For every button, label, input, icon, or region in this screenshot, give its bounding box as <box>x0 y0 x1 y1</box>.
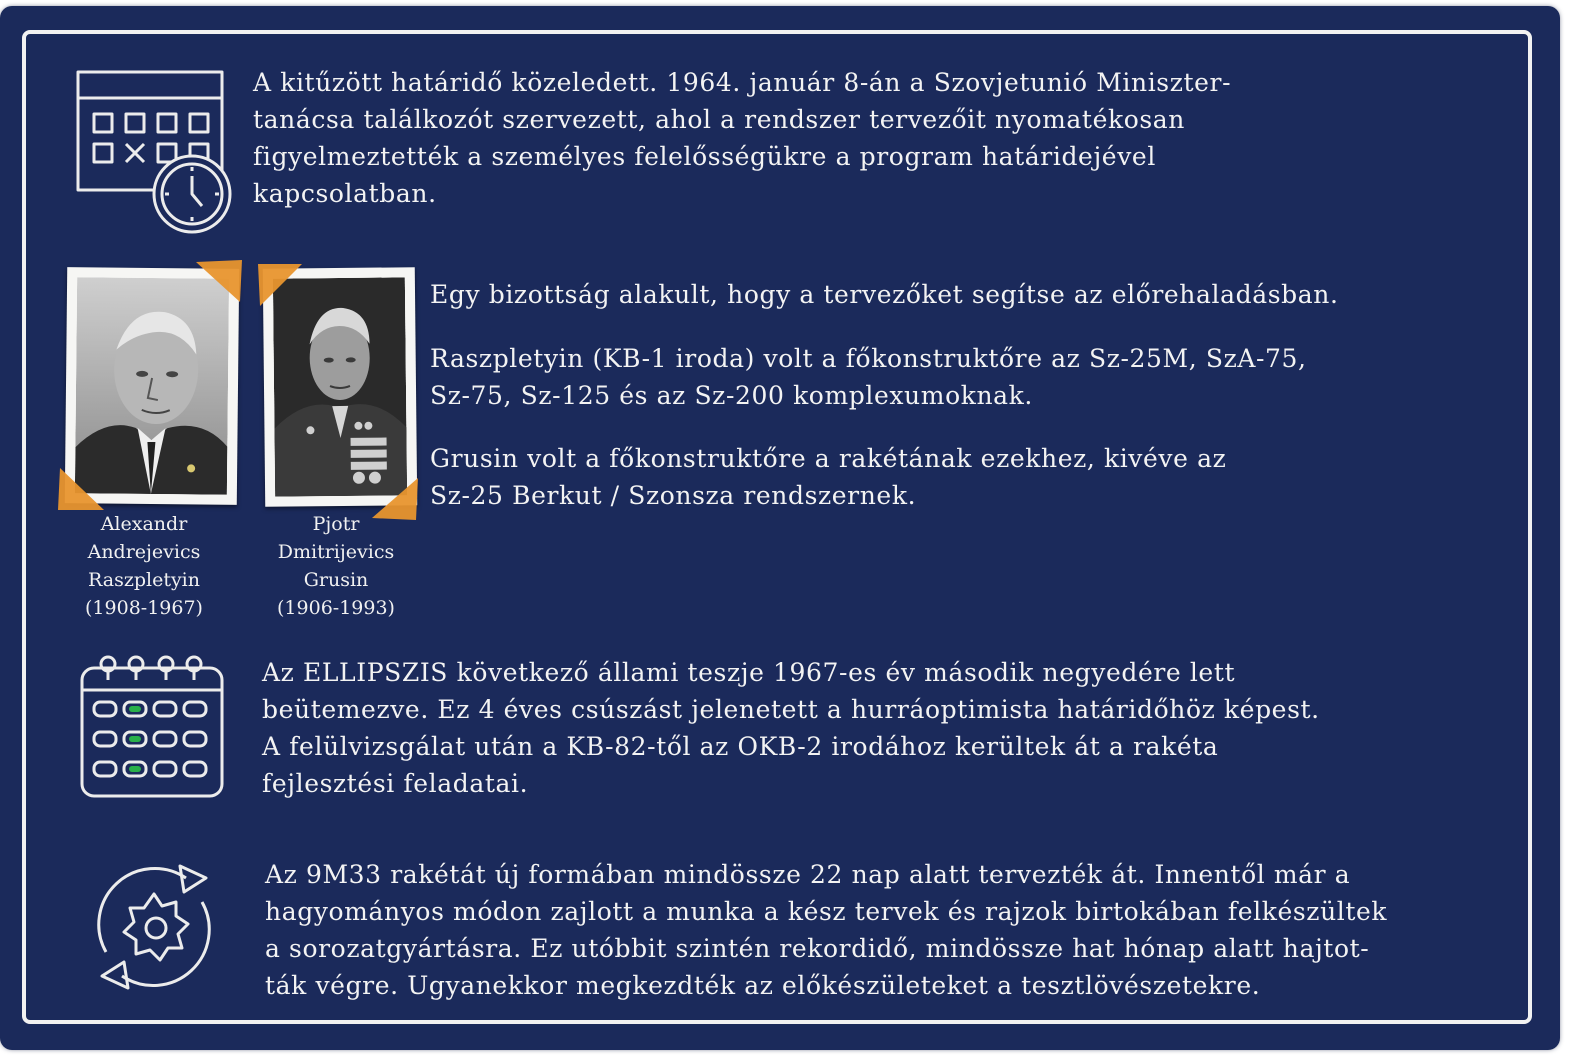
portrait-photo <box>273 277 407 496</box>
text-line: Az 9M33 rakétát új formában mindössze 22 nap alatt tervezték át. Innentől már a <box>265 860 1351 889</box>
block4-text <box>265 856 1387 1004</box>
text-line: fejlesztési feladatai. <box>262 769 529 798</box>
text-line: figyelmeztették a személyes felelősségükre a program határidejével <box>253 142 1156 171</box>
caption-line: Raszpletyin <box>88 569 200 591</box>
caption-line: (1908-1967) <box>85 597 203 619</box>
text-line: a sorozatgyártásra. Ez utóbbit szintén rekordidő, mindössze hat hónap alatt hajtot- <box>265 934 1370 963</box>
committee-text <box>430 276 1339 313</box>
text-line: ták végre. Ugyanekkor megkezdték az előkészületeket a tesztlövészetekre. <box>265 971 1261 1000</box>
calendar-clock-icon <box>74 68 236 236</box>
photo-corner-tape <box>256 262 304 308</box>
caption-line: Dmitrijevics <box>277 541 395 563</box>
caption-line: Andrejevics <box>87 541 201 563</box>
text-line: Grusin volt a főkonstruktőre a rakétának ezekhez, kivéve az <box>430 444 1227 473</box>
text-line: Az ELLIPSZIS következő állami teszje 1967-es év második negyedére lett <box>262 658 1236 687</box>
text-line: tanácsa találkozót szervezett, ahol a rendszer tervezőit nyomatékosan <box>253 105 1185 134</box>
grusin-text <box>430 440 1226 514</box>
raszpletyin-text <box>430 340 1307 414</box>
text-line: kapcsolatban. <box>253 179 437 208</box>
text-line: Sz-25 Berkut / Szonsza rendszernek. <box>430 481 917 510</box>
text-line: Raszpletyin (KB-1 iroda) volt a főkonstruktőre az Sz-25M, SzA-75, <box>430 344 1307 373</box>
photo-corner-tape <box>194 258 244 304</box>
photo-corner-tape <box>56 466 106 512</box>
gear-cycle-icon <box>82 856 226 998</box>
portrait-caption <box>250 510 422 622</box>
block3-text <box>262 654 1320 802</box>
calendar-icon <box>78 652 228 800</box>
block1-text <box>253 64 1231 212</box>
caption-line: (1906-1993) <box>277 597 395 619</box>
caption-line: Pjotr <box>312 513 360 535</box>
portrait-photo <box>75 277 229 495</box>
text-line: A kitűzött határidő közeledett. 1964. január 8-án a Szovjetunió Miniszter- <box>253 68 1232 97</box>
caption-line: Alexandr <box>100 513 188 535</box>
portrait-caption <box>54 510 234 622</box>
text-line: hagyományos módon zajlott a munka a kész tervek és rajzok birtokában felkészültek <box>265 897 1388 926</box>
text-line: Sz-75, Sz-125 és az Sz-200 komplexumoknak. <box>430 381 1033 410</box>
text-line: A felülvizsgálat után a KB-82-től az OKB-2 irodához kerültek át a rakéta <box>262 732 1219 761</box>
text-line: beütemezve. Ez 4 éves csúszást jelenetett a hurráoptimista határidőhöz képest. <box>262 695 1320 724</box>
text-line: Egy bizottság alakult, hogy a tervezőket segítse az előrehaladásban. <box>430 280 1339 309</box>
caption-line: Grusin <box>303 569 369 591</box>
